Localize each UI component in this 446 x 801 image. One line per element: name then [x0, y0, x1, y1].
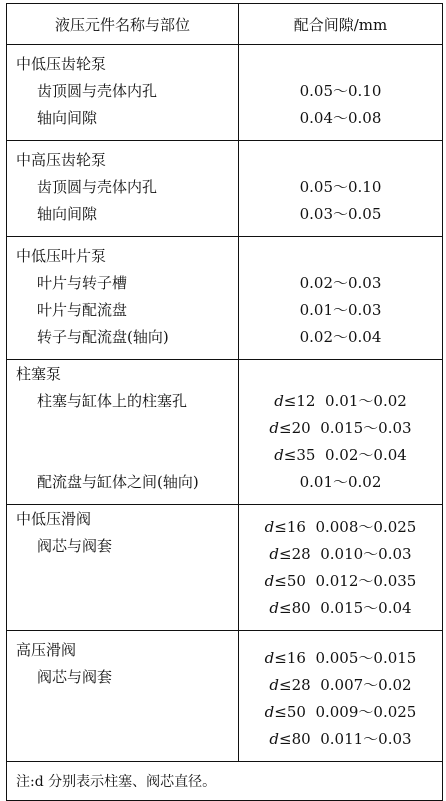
- part-label: 配流盘与缸体之间(轴向): [37, 473, 199, 491]
- clearance-value: 0.01～0.02: [299, 473, 382, 491]
- table-footnote: 注:d 分别表示柱塞、阀芯直径。: [7, 762, 443, 801]
- part-label: 轴向间隙: [37, 109, 98, 127]
- clearance-value: 0.05～0.10: [299, 178, 382, 196]
- part-label: 轴向间隙: [37, 205, 98, 223]
- clearance-value: d≤28 0.007～0.02: [269, 676, 412, 694]
- table-header-row: [7, 4, 443, 45]
- part-label: 转子与配流盘(轴向): [37, 328, 169, 346]
- group-title: 中低压滑阀: [16, 510, 92, 528]
- part-label: 齿顶圆与壳体内孔: [37, 178, 158, 196]
- group-high-spool-valve: [7, 631, 443, 762]
- clearance-value: d≤28 0.010～0.03: [269, 545, 412, 563]
- clearance-value: d≤16 0.005～0.015: [264, 649, 417, 667]
- group-title: 中低压叶片泵: [16, 247, 107, 265]
- group-title: 高压滑阀: [16, 641, 77, 659]
- clearance-value: 0.02～0.04: [299, 328, 382, 346]
- part-label: 阀芯与阀套: [37, 537, 113, 555]
- clearance-value: d≤80 0.011～0.03: [269, 730, 412, 748]
- group-low-mid-gear-pump: [7, 45, 443, 141]
- clearance-table: [6, 3, 443, 801]
- clearance-value: 0.02～0.03: [299, 274, 382, 292]
- clearance-value: d≤50 0.009～0.025: [264, 703, 417, 721]
- header-part-name: 液压元件名称与部位: [7, 4, 239, 45]
- part-label: 齿顶圆与壳体内孔: [37, 82, 158, 100]
- clearance-value: d≤80 0.015～0.04: [269, 599, 412, 617]
- header-clearance: 配合间隙/mm: [239, 4, 443, 45]
- group-piston-pump: [7, 360, 443, 505]
- clearance-value: d≤35 0.02～0.04: [274, 446, 407, 464]
- group-title: 中高压齿轮泵: [16, 151, 107, 169]
- clearance-value: d≤50 0.012～0.035: [264, 572, 417, 590]
- group-title: 中低压齿轮泵: [16, 55, 107, 73]
- clearance-value: 0.03～0.05: [299, 205, 382, 223]
- group-low-mid-spool-valve: [7, 505, 443, 631]
- part-label: 叶片与配流盘: [37, 301, 128, 319]
- clearance-value: d≤16 0.008～0.025: [264, 518, 417, 536]
- part-label: 柱塞与缸体上的柱塞孔: [37, 392, 188, 410]
- part-label: 阀芯与阀套: [37, 668, 113, 686]
- group-mid-high-gear-pump: [7, 141, 443, 237]
- group-vane-pump: [7, 237, 443, 360]
- clearance-value: 0.04～0.08: [299, 109, 382, 127]
- clearance-value: d≤20 0.015～0.03: [269, 419, 412, 437]
- part-label: 叶片与转子槽: [37, 274, 128, 292]
- clearance-value: 0.01～0.03: [299, 301, 382, 319]
- group-title: 柱塞泵: [16, 365, 62, 383]
- clearance-value: 0.05～0.10: [299, 82, 382, 100]
- clearance-value: d≤12 0.01～0.02: [274, 392, 407, 410]
